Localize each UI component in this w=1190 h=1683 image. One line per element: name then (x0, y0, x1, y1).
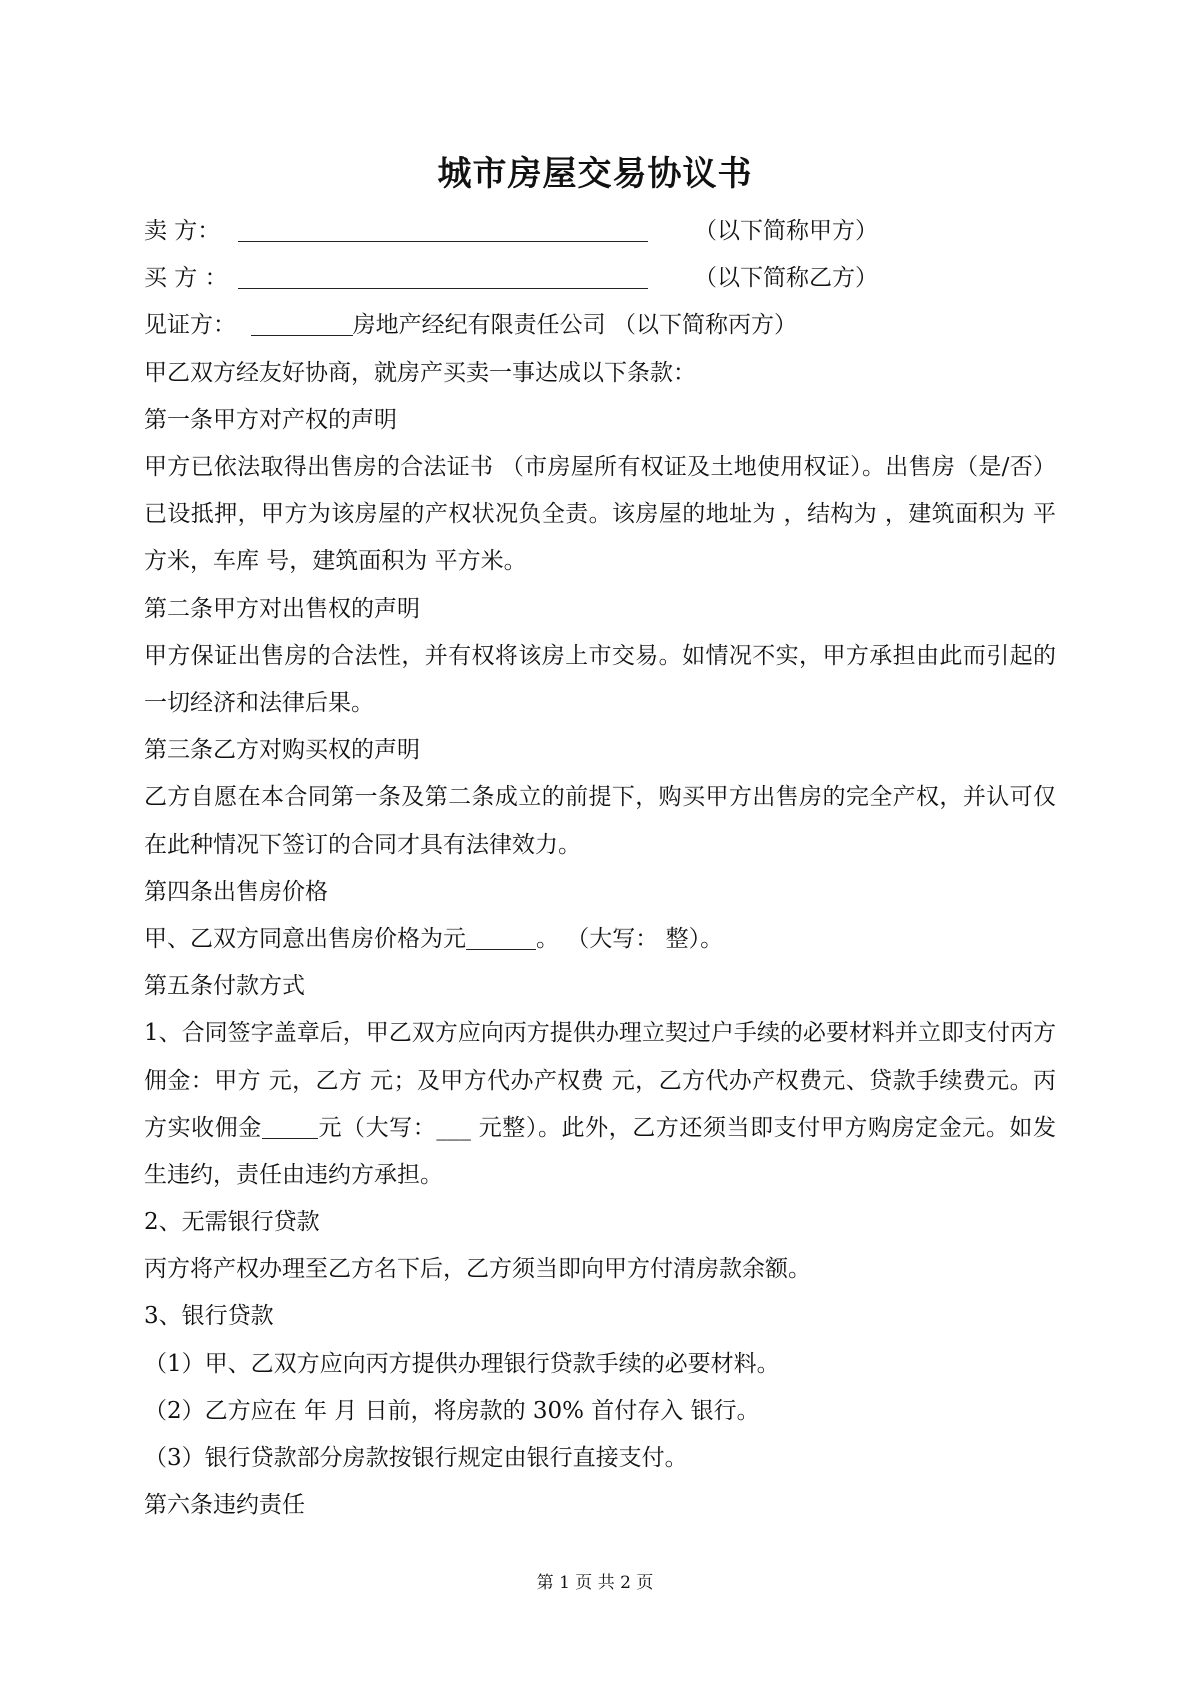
price-blank (466, 923, 536, 950)
article-6-heading: 第六条违约责任 (144, 1492, 305, 1519)
article-5-clause-3-heading: 3、银行贷款 (144, 1303, 274, 1330)
article-5-heading: 第五条付款方式 (144, 973, 305, 1000)
intro-text: 甲乙双方经友好协商，就房产买卖一事达成以下条款： (144, 359, 696, 386)
commission-blank (262, 1112, 318, 1139)
document-body (144, 208, 1056, 1529)
witness-label: 见证方： (144, 312, 236, 339)
document-title: 城市房屋交易协议书 (437, 154, 753, 194)
page-footer: 第 1 页 共 2 页 (536, 1573, 654, 1593)
article-3-text: 乙方自愿在本合同第一条及第二条成立的前提下，购买甲方出售房的完全产权，并认可仅在此种情况下签订的合同才具有法律效力。 (144, 784, 1056, 858)
seller-label: 卖 方： (144, 218, 221, 244)
clause-3-item: （3）银行贷款部分房款按银行规定由银行直接支付。 (144, 1445, 688, 1472)
clause-3-item: （1）甲、乙双方应向丙方提供办理银行贷款手续的必要材料。 (144, 1350, 780, 1377)
seller-note: （以下简称甲方） (694, 218, 878, 244)
buyer-label: 买 方 ： (144, 265, 228, 292)
article-5-clause-2-text: 丙方将产权办理至乙方名下后，乙方须当即向甲方付清房款余额。 (144, 1256, 811, 1283)
clause-1-text-d: 元整）。此外，乙方还须当即支付甲方购房定金元。如发生违约，责任由违约方承担。 (144, 1114, 1057, 1188)
witness-note: （以下简称丙方） (612, 312, 797, 339)
clause-1-text-b: 元（大写： (317, 1114, 437, 1141)
seller-blank (238, 241, 648, 242)
witness-blank (251, 309, 353, 336)
witness-line (144, 302, 1056, 349)
seller-line (144, 208, 1056, 255)
buyer-blank (238, 288, 648, 289)
article-3-heading: 第三条乙方对购买权的声明 (144, 737, 420, 764)
buyer-line (144, 255, 1056, 302)
article-1-heading: 第一条甲方对产权的声明 (144, 406, 397, 433)
buyer-note: （以下简称乙方） (694, 265, 878, 292)
article-5-clause-1 (144, 1010, 1056, 1199)
clause-3-item: （2）乙方应在 年 月 日前，将房款的 30% 首付存入 银行。 (144, 1397, 760, 1424)
clause-1-text-a: 1、合同签字盖章后，甲乙双方应向丙方提供办理立契过户手续的必要材料并立即支付丙方佣金：甲方 元，乙方 元；及甲方代办产权费 元，乙方代办产权费元、贷款手续费元。丙方实收佣金 (144, 1020, 1056, 1141)
clause-1-text-c: ___ (436, 1114, 471, 1141)
witness-company: 房地产经纪有限责任公司 (352, 312, 606, 339)
article-2-heading: 第二条甲方对出售权的声明 (144, 595, 420, 622)
article-5-clause-2-heading: 2、无需银行贷款 (144, 1209, 320, 1236)
article-4-text (144, 916, 1056, 963)
article-2-text: 甲方保证出售房的合法性，并有权将该房上市交易。如情况不实，甲方承担由此而引起的一切经济和法律后果。 (144, 642, 1056, 716)
price-text-a: 甲、乙双方同意出售房价格为元 (144, 925, 466, 952)
article-1-text: 甲方已依法取得出售房的合法证书 （市房屋所有权证及土地使用权证）。出售房（是/否）已设抵押，甲方为该房屋的产权状况负全责。该房屋的地址为 ，结构为 ，建筑面积为 平方米，车库 号，建筑面积为 平方米。 (144, 453, 1056, 575)
price-text-b: 。 （大写： 整）。 (536, 925, 724, 952)
article-4-heading: 第四条出售房价格 (144, 878, 328, 905)
